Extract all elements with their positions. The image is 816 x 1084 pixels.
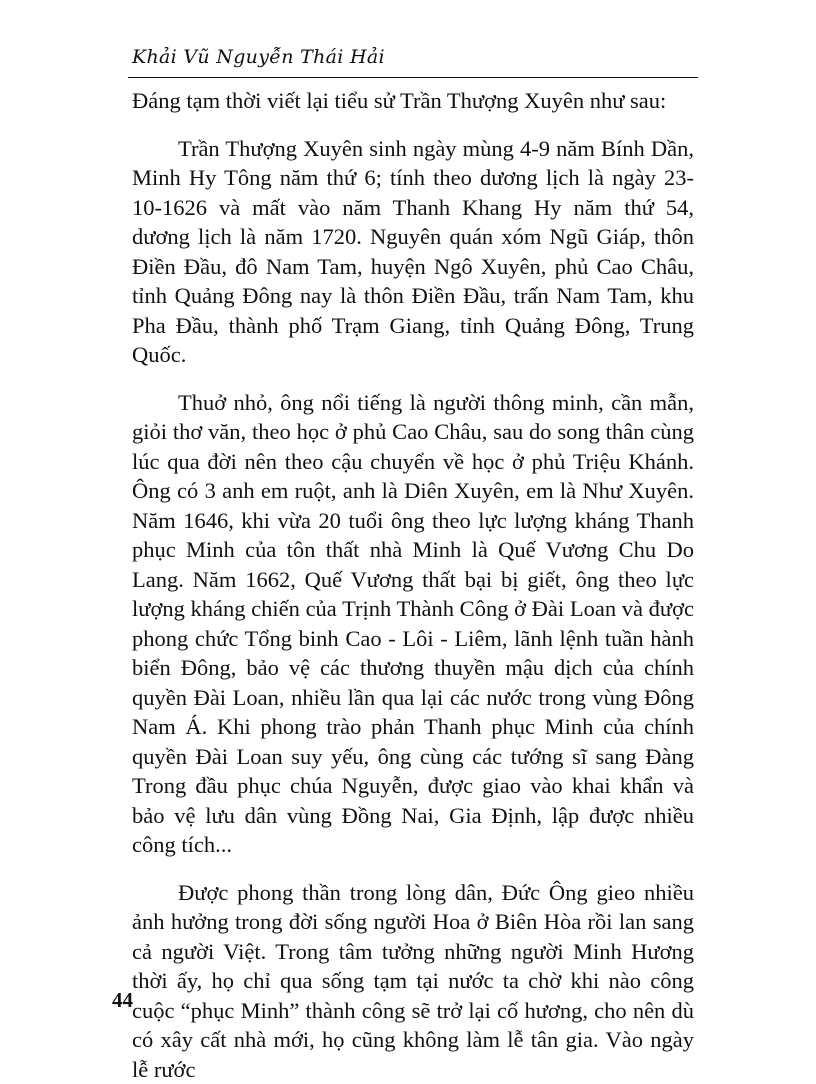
body-text: [132, 86, 694, 1084]
paragraph-legacy: Được phong thần trong lòng dân, Đức Ông gieo nhiều ảnh hưởng trong đời sống người Hoa ở Biên Hòa rồi lan sang cả người Việt. Trong tâm tưởng những người Minh Hương thời ấy, họ chỉ qua sống tạm tại nước ta chờ khi nào công cuộc “phục Minh” thành công sẽ trở lại cố hương, cho nên dù có xây cất nhà mới, họ cũng không làm lễ tân gia. Vào ngày lễ rước: [132, 878, 694, 1084]
paragraph-intro: Đáng tạm thời viết lại tiểu sử Trần Thượng Xuyên như sau:: [132, 86, 694, 116]
paragraph-biography: Trần Thượng Xuyên sinh ngày mùng 4-9 năm Bính Dần, Minh Hy Tông năm thứ 6; tính theo dương lịch là ngày 23-10-1626 và mất vào năm Thanh Khang Hy năm thứ 54, dương lịch là năm 1720. Nguyên quán xóm Ngũ Giáp, thôn Điền Đầu, đô Nam Tam, huyện Ngô Xuyên, phủ Cao Châu, tỉnh Quảng Đông nay là thôn Điền Đầu, trấn Nam Tam, khu Pha Đầu, thành phố Trạm Giang, tỉnh Quảng Đông, Trung Quốc.: [132, 134, 694, 370]
paragraph-youth-career: Thuở nhỏ, ông nổi tiếng là người thông minh, cần mẫn, giỏi thơ văn, theo học ở phủ Cao Châu, sau do song thân cùng lúc qua đời nên theo cậu chuyển về học ở phủ Triệu Khánh. Ông có 3 anh em ruột, anh là Diên Xuyên, em là Như Xuyên. Năm 1646, khi vừa 20 tuổi ông theo lực lượng kháng Thanh phục Minh của tôn thất nhà Minh là Quế Vương Chu Do Lang. Năm 1662, Quế Vương thất bại bị giết, ông theo lực lượng kháng chiến của Trịnh Thành Công ở Đài Loan và được phong chức Tổng binh Cao - Lôi - Liêm, lãnh lệnh tuần hành biển Đông, bảo vệ các thương thuyền mậu dịch của chính quyền Đài Loan, nhiều lần qua lại các nước trong vùng Đông Nam Á. Khi phong trào phản Thanh phục Minh của chính quyền Đài Loan suy yếu, ông cùng các tướng sĩ sang Đàng Trong đầu phục chúa Nguyễn, được giao vào khai khẩn và bảo vệ lưu dân vùng Đồng Nai, Gia Định, lập được nhiều công tích...: [132, 388, 694, 860]
header-rule: [128, 77, 698, 78]
running-header-author: Khải Vũ Nguyễn Thái Hải: [132, 46, 385, 68]
page-number: 44: [112, 988, 133, 1013]
